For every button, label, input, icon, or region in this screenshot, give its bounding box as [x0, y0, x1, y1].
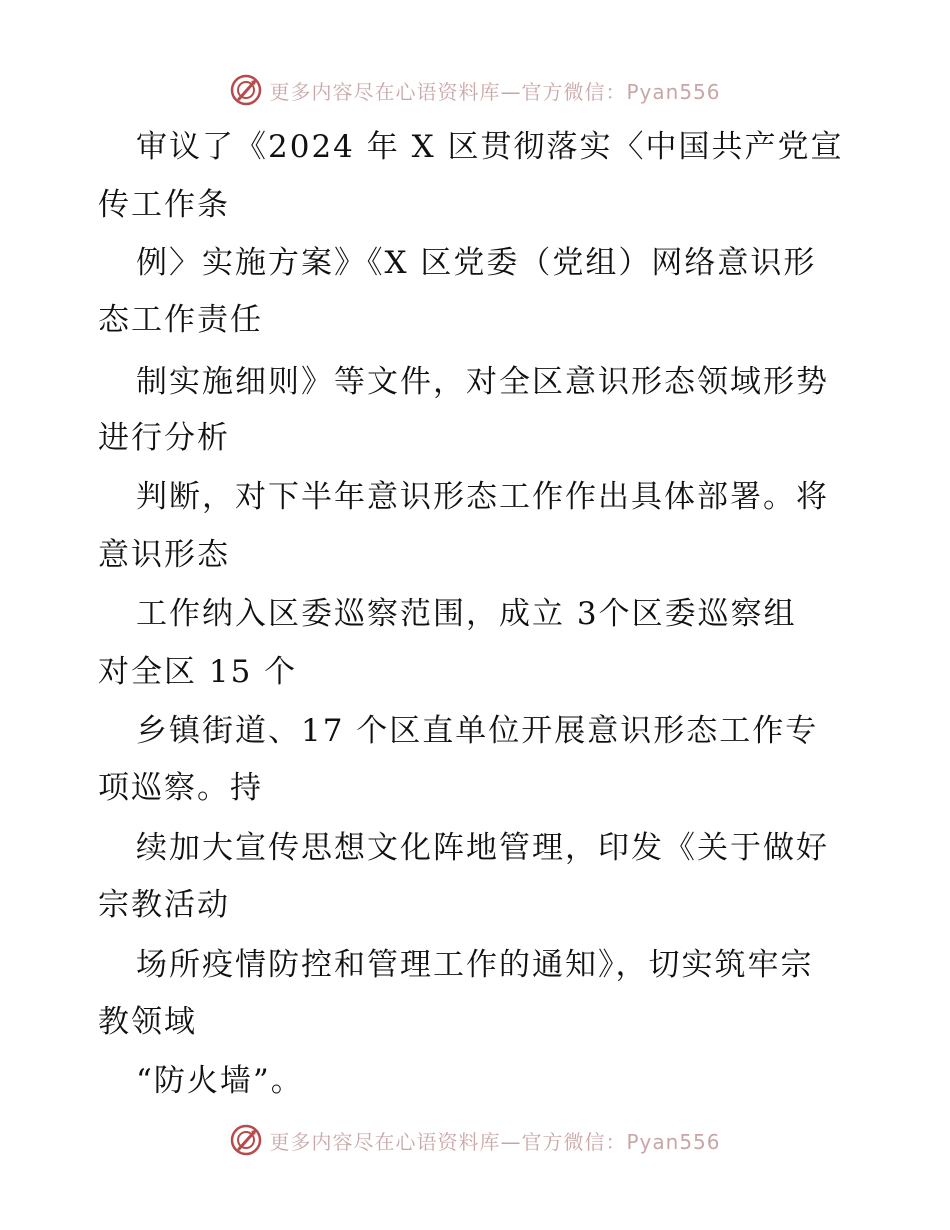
text-line: 乡镇街道、17 个区直单位开展意识形态工作专: [136, 713, 819, 749]
watermark-label: 更多内容尽在心语资料库—官方微信：: [269, 79, 627, 104]
text-line: 制实施细则》等文件，对全区意识形态领域形势: [136, 364, 829, 400]
brand-logo-icon: [229, 1123, 263, 1157]
text-line: 宗教活动: [98, 887, 230, 923]
text-line: 意识形态: [98, 537, 230, 573]
text-line: 教领域: [98, 1004, 197, 1040]
text-line: 传工作条: [98, 187, 230, 223]
text-line: 对全区 15 个: [98, 654, 298, 690]
text-line: 例〉实施方案》《X 区党委（党组）网络意识形: [136, 245, 817, 281]
text-line: 场所疫情防控和管理工作的通知》，切实筑牢宗: [136, 947, 814, 983]
watermark-label: 更多内容尽在心语资料库—官方微信：: [269, 1129, 627, 1154]
text-line: 续加大宣传思想文化阵地管理，印发《关于做好: [136, 830, 829, 866]
text-line: 判断，对下半年意识形态工作作出具体部署。将: [136, 479, 829, 515]
footer-watermark: [0, 1120, 950, 1160]
text-line: 审议了《2024 年 X 区贯彻落实〈中国共产党宣: [136, 129, 844, 165]
text-line: 态工作责任: [98, 302, 263, 338]
text-line: “防火墙”。: [136, 1063, 304, 1099]
text-line: 进行分析: [98, 420, 230, 456]
watermark-text: [269, 1126, 720, 1155]
text-line: 工作纳入区委巡察范围，成立 3个区委巡察组: [136, 596, 797, 632]
watermark-account: Pyan556: [626, 1129, 721, 1154]
watermark-account: Pyan556: [626, 79, 721, 104]
text-line: 项巡察。持: [98, 770, 263, 806]
